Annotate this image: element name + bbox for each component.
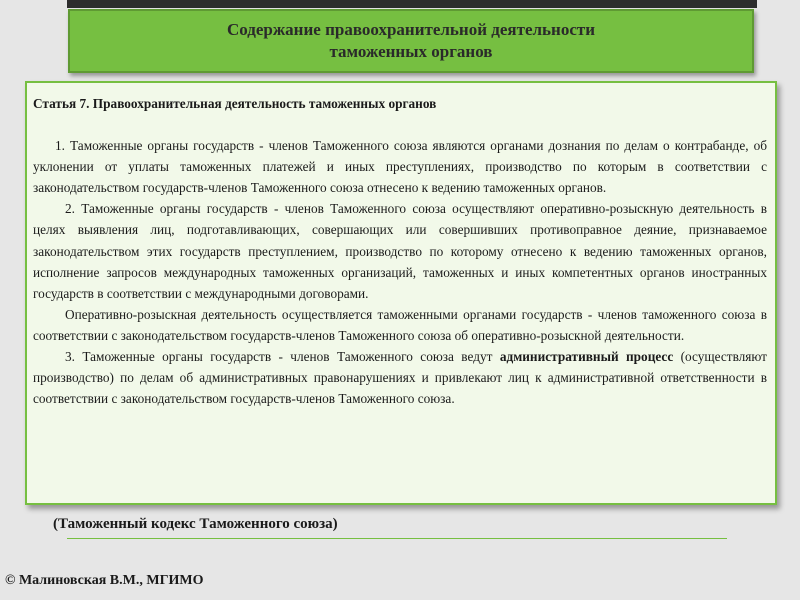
paragraph-4-text-end: (осуществляют производство) по делам об административных правонарушениях и привлекают лиц к административной ответственности в соответствии с законодательством государств-членов Таможенного союза. <box>33 349 767 407</box>
green-divider-line <box>67 538 727 539</box>
top-dark-bar <box>67 0 757 8</box>
source-citation: (Таможенный кодекс Таможенного союза) <box>53 516 338 532</box>
article-heading: Статья 7. Правоохранительная деятельность таможенных органов <box>33 96 437 111</box>
paragraph-4-text-start: 3. Таможенные органы государств - членов Таможенного союза ведут <box>65 349 500 365</box>
article-paragraph-1: 1. Таможенные органы государств - членов Таможенного союза являются органами дознания по делам о контрабанде, об уклонении от уплаты таможенных платежей и иных преступлениях, производство по которым в соответствии с законодательством государств-членов Таможенного союза отнесено к ведению таможенных органов. <box>33 138 767 196</box>
slide-title-box <box>68 9 754 73</box>
article-content-box <box>25 81 777 505</box>
article-paragraph-2: 2. Таможенные органы государств - членов Таможенного союза осуществляют оперативно-розыскную деятельность в целях выявления лиц, подготавливающих, совершающих или совершивших противоправное деяние, признаваемое законодательством этих государств преступлением, производство по которому отнесено к ведению таможенных органов, исполнение запросов международных таможенных организаций, таможенных и иных компетентных органов иностранных государств в соответствии с международными договорами. <box>33 201 767 301</box>
slide-title-line-2: таможенных органов <box>329 42 493 61</box>
slide-title-line-1: Содержание правоохранительной деятельности <box>226 20 596 39</box>
administrative-process-term: административный процесс <box>499 349 674 365</box>
article-paragraph-4 <box>33 346 767 409</box>
article-paragraph-3: Оперативно-розыскная деятельность осуществляется таможенными органами государств - членов таможенного союза в соответствии с законодательством государств-членов Таможенного союза об оперативно-розыскной деятельности. <box>33 306 767 343</box>
author-copyright: © Малиновская В.М., МГИМО <box>5 573 204 588</box>
